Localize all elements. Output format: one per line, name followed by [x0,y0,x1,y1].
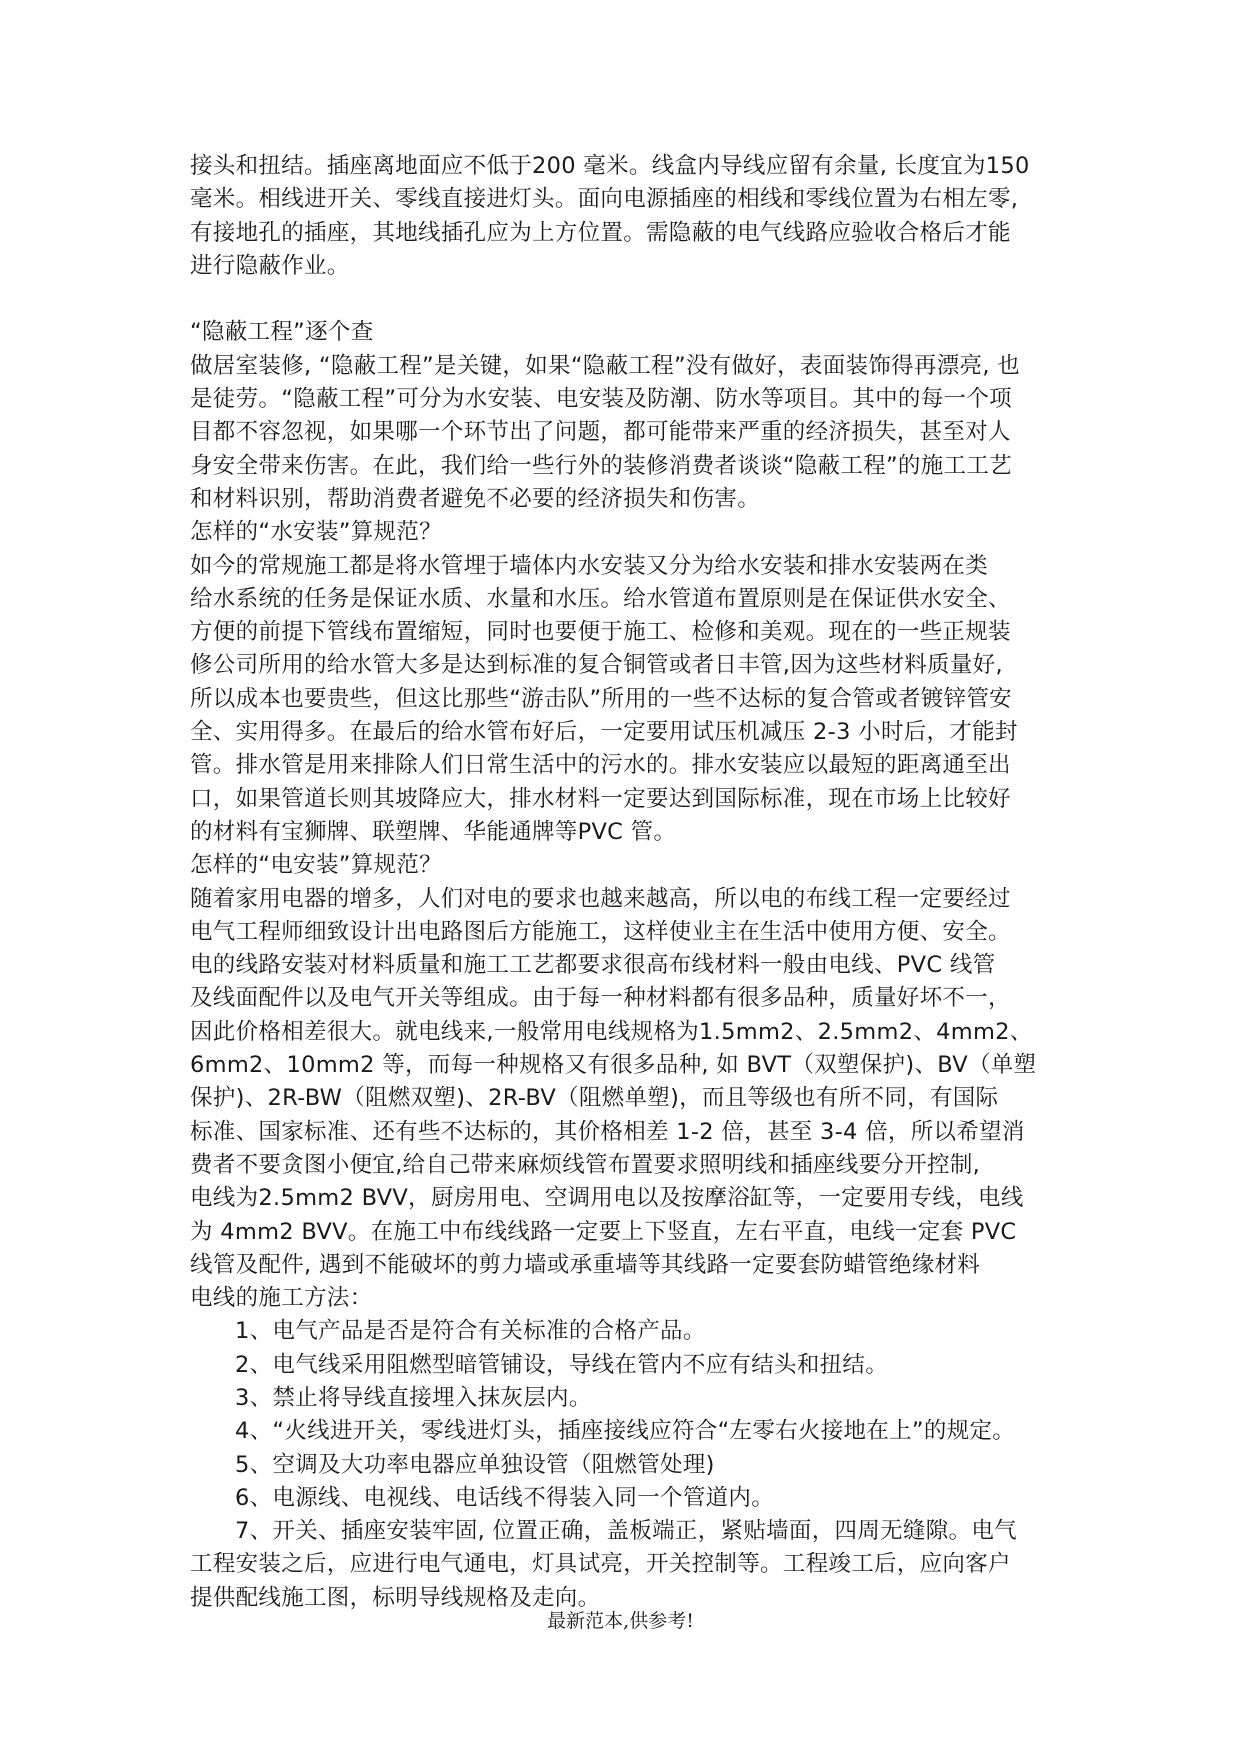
section-line: 是徒劳。“隐蔽工程”可分为水安装、电安装及防潮、防水等项目。其中的每一个项 [190,386,1012,413]
electric-line: 电线为2.5mm2 BVV，厨房用电、空调用电以及按摩浴缸等，一定要用专线，电线 [190,1185,1024,1212]
water-line: 修公司所用的给水管大多是达到标准的复合铜管或者日丰管,因为这些材料质量好, [190,652,1003,679]
list-item: 1、电气产品是否是符合有关标准的合格产品。 [235,1318,706,1345]
section-line: 身安全带来伤害。在此，我们给一些行外的装修消费者谈谈“隐蔽工程”的施工工艺 [190,452,1012,479]
list-item: 3、禁止将导线直接埋入抹灰层内。 [235,1384,592,1411]
list-item: 2、电气线采用阻燃型暗管铺设，导线在管内不应有结头和扭结。 [235,1351,889,1378]
electric-line: 随着家用电器的增多，人们对电的要求也越来越高，所以电的布线工程一定要经过 [190,885,1011,912]
electric-line: 线管及配件, 遇到不能破坏的剪力墙或承重墙等其线路一定要套防蜡管绝缘材料 [190,1251,981,1278]
intro-line: 接头和扭结。插座离地面应不低于200 毫米。线盒内导线应留有余量, 长度宜为150 [190,153,1030,179]
electric-line: 标准、国家标准、还有些不达标的，其价格相差 1-2 倍，甚至 3-4 倍，所以希望消 [190,1118,1025,1145]
water-line: 全、实用得多。在最后的给水管布好后，一定要用试压机减压 2-3 小时后，才能封 [190,719,1018,746]
page-footer: 最新范本,供参考! [547,1610,694,1632]
water-line: 管。排水管是用来排除人们日常生活中的污水的。排水安装应以最短的距离通至出 [190,752,1011,779]
electric-line: 及线面配件以及电气开关等组成。由于每一种材料都有很多品种，质量好坏不一， [190,985,1011,1012]
closing-line: 工程安装之后，应进行电气通电，灯具试亮，开关控制等。工程竣工后，应向客户 [190,1551,1011,1578]
water-heading: 怎样的“水安装”算规范？ [190,519,442,546]
closing-line: 提供配线施工图，标明导线规格及走向。 [190,1584,601,1611]
section-line: 目都不容忽视，如果哪一个环节出了问题，都可能带来严重的经济损失，甚至对人 [190,419,1011,446]
water-line: 的材料有宝狮牌、联塑牌、华能通牌等PVC 管。 [190,818,677,845]
electric-line: 因此价格相差很大。就电线来,一般常用电线规格为1.5mm2、2.5mm2、4mm2、 [190,1018,1033,1045]
electric-line: 电的线路安装对材料质量和施工工艺都要求很高布线材料一般由电线、PVC 线管 [190,952,996,979]
section-line: 做居室装修, “隐蔽工程”是关键，如果“隐蔽工程”没有做好，表面装饰得再漂亮, 也 [190,352,1021,379]
list-item: 4、“火线进开关，零线进灯头，插座接线应符合“左零右火接地在上”的规定。 [235,1418,1016,1445]
electric-line: 电气工程师细致设计出电路图后方能施工，这样使业主在生活中使用方便、安全。 [190,918,1011,945]
water-line: 如今的常规施工都是将水管埋于墙体内水安装又分为给水安装和排水安装两在类 [190,552,989,579]
paragraph-spacer [190,283,1090,316]
water-line: 口，如果管道长则其坡降应大，排水材料一定要达到国际标准，现在市场上比较好 [190,785,1011,812]
intro-line: 进行隐蔽作业。 [190,252,350,279]
electric-line: 6mm2、10mm2 等，而每一种规格又有很多品种, 如 BVT（双塑保护)、BV（单塑 [190,1052,1037,1079]
electric-line: 电线的施工方法： [190,1285,373,1312]
water-line: 方便的前提下管线布置缩短，同时也要便于施工、检修和美观。现在的一些正规装 [190,619,1011,646]
intro-line: 有接地孔的插座，其地线插孔应为上方位置。需隐蔽的电气线路应验收合格后才能 [190,219,1011,246]
water-line: 所以成本也要贵些，但这比那些“游击队”所用的一些不达标的复合管或者镀锌管安 [190,685,1012,712]
list-item: 7、开关、插座安装牢固, 位置正确，盖板端正，紧贴墙面，四周无缝隙。电气 [235,1518,1017,1545]
intro-line: 毫米。相线进开关、零线直接进灯头。面向电源插座的相线和零线位置为右相左零, [190,186,1019,213]
water-line: 给水系统的任务是保证水质、水量和水压。给水管道布置原则是在保证供水安全、 [190,585,1011,612]
electric-line: 保护)、2R-BW（阻燃双塑)、2R-BV（阻燃单塑)，而且等级也有所不同，有国际 [190,1085,999,1112]
document-body [190,150,1090,1615]
list-item: 5、空调及大功率电器应单独设管（阻燃管处理) [235,1451,715,1478]
electric-line: 为 4mm2 BVV。在施工中布线线路一定要上下竖直，左右平直，电线一定套 PVC [190,1218,1017,1245]
electric-line: 费者不要贪图小便宜,给自己带来麻烦线管布置要求照明线和插座线要分开控制, [190,1151,981,1178]
list-item: 6、电源线、电视线、电话线不得装入同一个管道内。 [235,1484,775,1511]
electric-heading: 怎样的“电安装”算规范？ [190,852,442,879]
section-heading: “隐蔽工程”逐个查 [190,319,374,346]
section-line: 和材料识别，帮助消费者避免不必要的经济损失和伤害。 [190,485,761,512]
